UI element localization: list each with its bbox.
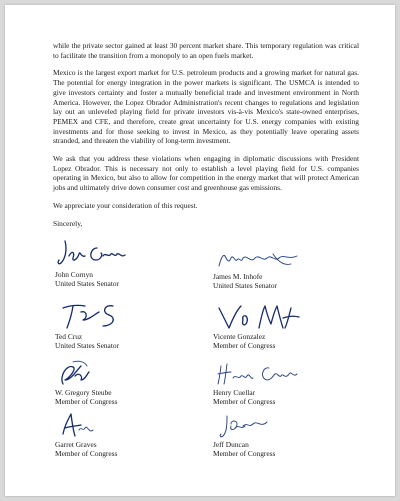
signature-cornyn [55,236,145,270]
paragraph-appreciation: We appreciate your consideration of this request. [53,200,198,210]
signature-cruz [55,298,145,332]
signatory-name: Garret Graves [55,440,97,449]
letter-body [53,41,359,236]
signature-block [53,236,373,496]
signatory-name: Ted Cruz [55,332,83,341]
signatory-name: John Cornyn [55,270,93,279]
signatory-title: Member of Congress [55,397,118,407]
signatory-name: Vicente Gonzalez [213,332,266,341]
signatory-title: Member of Congress [55,449,118,459]
signatory-title: Member of Congress [213,341,276,351]
signatory-title: United States Senator [55,341,120,351]
signatory-title: United States Senator [213,281,278,291]
signature-cuellar [213,358,313,388]
paragraph-request: We ask that you address these violations when engaging in diplomatic discussions with President Lopez Obrador. This is necessary not only to establish a level playing field for U.S. companies operating in Mexico, but also to allow for competition in the energy market that will protect American jobs and ultimately drive down consumer cost and greenhouse gas emissions. [53,154,359,193]
signature-steube [55,358,145,388]
signatory-gonzalez [213,302,363,351]
signature-inhofe [213,250,313,272]
signatory-cuellar [213,358,363,407]
closing: Sincerely, [53,218,83,228]
signatory-name: Jeff Duncan [213,440,249,449]
signatory-inhofe [213,250,363,291]
letter-page [5,5,395,496]
signature-gonzalez [213,302,313,332]
signatory-title: Member of Congress [213,449,276,459]
signatory-name: James M. Inhofe [213,272,263,281]
signatory-cornyn [55,236,205,289]
signatory-cruz [55,298,205,351]
signatory-title: Member of Congress [213,397,276,407]
signatory-steube [55,358,205,407]
paragraph-regulation: while the private sector gained at least 30 percent market share. This temporary regulation was critical to facilitate the transition from a monopoly to an open fuels market. [53,41,359,60]
signatory-name: Henry Cuellar [213,388,256,397]
signatory-graves [55,410,205,459]
signature-graves [55,410,145,440]
signatory-name: W. Gregory Steube [55,388,112,397]
signature-duncan [213,410,313,440]
signatory-title: United States Senator [55,279,120,289]
paragraph-energy-market: Mexico is the largest export market for U.S. petroleum products and a growing market for natural gas. The potential for energy integration in the power markets is significant. The USMCA is intended to give investors certainty and foster a mutually beneficial trade and investment environment in North America. However, the Lopez Obrador Administration's recent changes to regulations and legislation lay out an unleveled playing field for private investors vis-à-vis Mexico's state-owned enterprises, PEMEX and CFE, and therefore, create great uncertainty for U.S. energy companies with existing investments and for those seeking to invest in Mexico, as they potentially leave operating assets stranded, and threaten the viability of long-term investment. [53,68,359,146]
signatory-duncan [213,410,363,459]
